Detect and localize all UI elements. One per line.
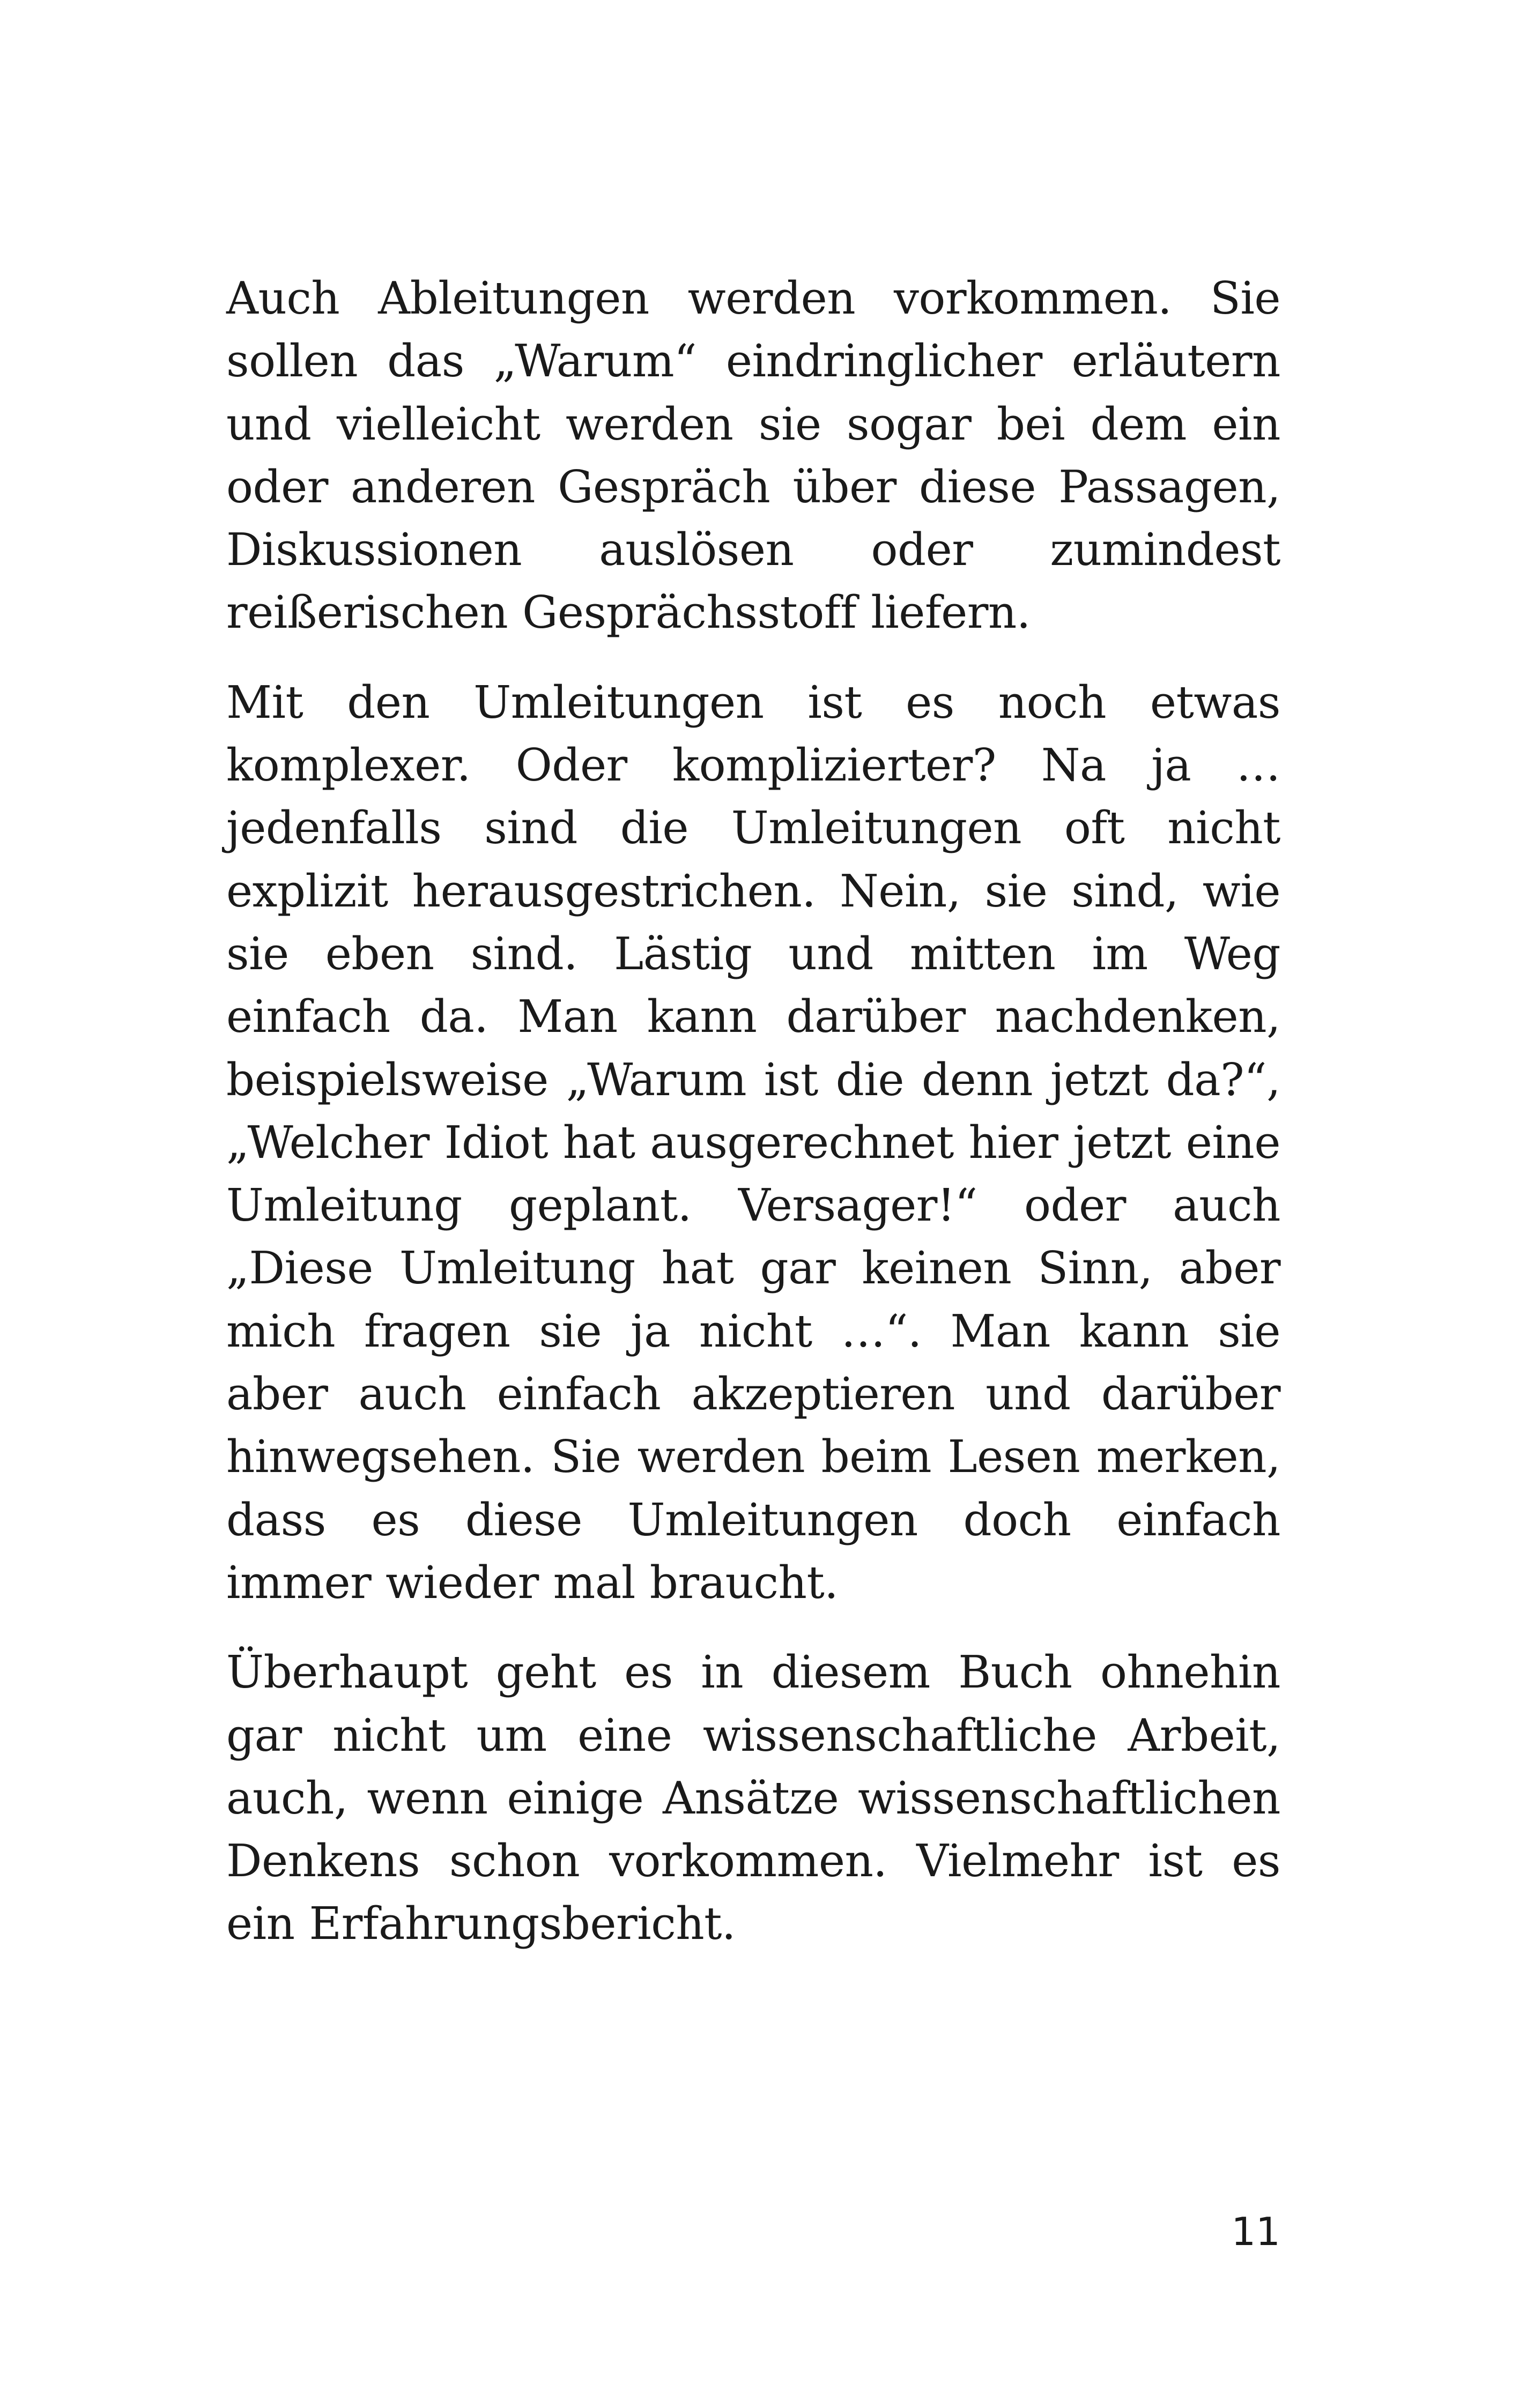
paragraph-1: Auch Ableitungen werden vorkommen. Sie sollen das „Warum“ eindringlicher erläutern und vielleicht werden sie sogar bei dem ein oder anderen Gespräch über diese Passagen, Diskussionen auslösen oder zumindest reißerischen Gesprächsstoff liefern.: [226, 272, 1280, 639]
page-number: 11: [1231, 2209, 1280, 2254]
paragraph-2: Mit den Umleitungen ist es noch etwas komplexer. Oder komplizierter? Na ja … jedenfalls sind die Umleitungen oft nicht explizit herausgestrichen. Nein, sie sind, wie sie eben sind. Lästig und mitten im Weg einfach da. Man kann darüber nachdenken, beispielsweise „Warum ist die denn jetzt da?“, „Welcher Idiot hat ausgerechnet hier jetzt eine Umleitung geplant. Versager!“ oder auch „Diese Umleitung hat gar keinen Sinn, aber mich fragen sie ja nicht …“. Man kann sie aber auch einfach akzeptieren und darüber hinwegsehen. Sie werden beim Lesen merken, dass es diese Umleitungen doch einfach immer wieder mal braucht.: [226, 676, 1280, 1609]
paragraph-3: Überhaupt geht es in diesem Buch ohnehin gar nicht um eine wissenschaftliche Arbeit, auch, wenn einige Ansätze wissenschaftlichen Denkens schon vorkommen. Vielmehr ist es ein Erfahrungsbericht.: [226, 1646, 1280, 1950]
body-text: [226, 267, 1280, 1982]
